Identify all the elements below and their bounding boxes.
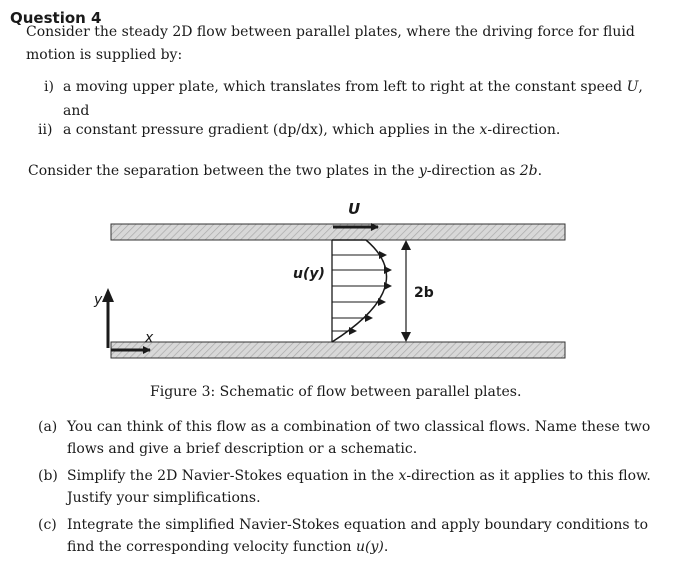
item-i-post: , <box>638 79 643 95</box>
separation-val: 2b <box>519 163 538 179</box>
intro-line-2: motion is supplied by: <box>26 47 183 63</box>
part-c-line-2 <box>67 538 388 556</box>
item-i-line-2: and <box>63 103 90 119</box>
part-a-line-2: flows and give a brief description or a schematic. <box>67 441 418 457</box>
question-heading: Question 4 <box>10 9 102 27</box>
separation-mid: -direction as <box>426 163 516 179</box>
separation-line <box>28 162 542 180</box>
part-a-line-1: You can think of this flow as a combination of two classical flows. Name these two <box>67 419 651 435</box>
plate-speed-label: U <box>348 200 361 218</box>
part-b-line-1 <box>67 467 651 485</box>
intro-line-1: Consider the steady 2D flow between parallel plates, where the driving force for fluid <box>26 24 635 40</box>
lower-plate <box>111 342 565 358</box>
part-b-pre: Simplify the 2D Navier-Stokes equation in the <box>67 468 394 484</box>
item-ii-var: x <box>479 122 488 138</box>
gap-arrow-top <box>401 240 411 250</box>
y-axis-arrowhead <box>102 288 114 302</box>
gap-arrow-bottom <box>401 332 411 342</box>
x-axis-label: x <box>145 330 154 346</box>
item-ii-marker: ii) <box>38 122 53 138</box>
part-b-line-2: Justify your simplifications. <box>67 490 261 506</box>
part-c-line-1: Integrate the simplified Navier-Stokes equation and apply boundary conditions to <box>67 517 649 533</box>
part-c-marker: (c) <box>38 517 57 533</box>
item-ii-text-pre: a constant pressure gradient (dp/dx), which applies in the <box>63 122 476 138</box>
part-c-pre: find the corresponding velocity function <box>67 539 352 555</box>
flow-schematic <box>0 190 693 380</box>
item-ii-text <box>63 121 560 139</box>
separation-end: . <box>537 163 543 179</box>
separation-pre: Consider the separation between the two plates in the <box>28 163 415 179</box>
part-b-marker: (b) <box>38 468 58 484</box>
item-i-text <box>63 78 643 96</box>
item-i-text-pre: a moving upper plate, which translates from left to right at the constant speed <box>63 79 623 95</box>
y-axis-label: y <box>94 292 103 308</box>
part-c-post: . <box>383 539 389 555</box>
gap-label: 2b <box>414 285 434 301</box>
item-i-marker: i) <box>44 79 54 95</box>
item-ii-post: -direction. <box>487 122 561 138</box>
part-a-marker: (a) <box>38 419 58 435</box>
part-b-post: -direction as it applies to this flow. <box>406 468 651 484</box>
part-b-var: x <box>398 468 407 484</box>
separation-var: y <box>418 163 427 179</box>
profile-label: u(y) <box>293 266 325 282</box>
part-c-var: u(y) <box>356 539 384 555</box>
figure-caption: Figure 3: Schematic of flow between parallel plates. <box>150 384 522 400</box>
item-i-var: U <box>626 79 639 95</box>
